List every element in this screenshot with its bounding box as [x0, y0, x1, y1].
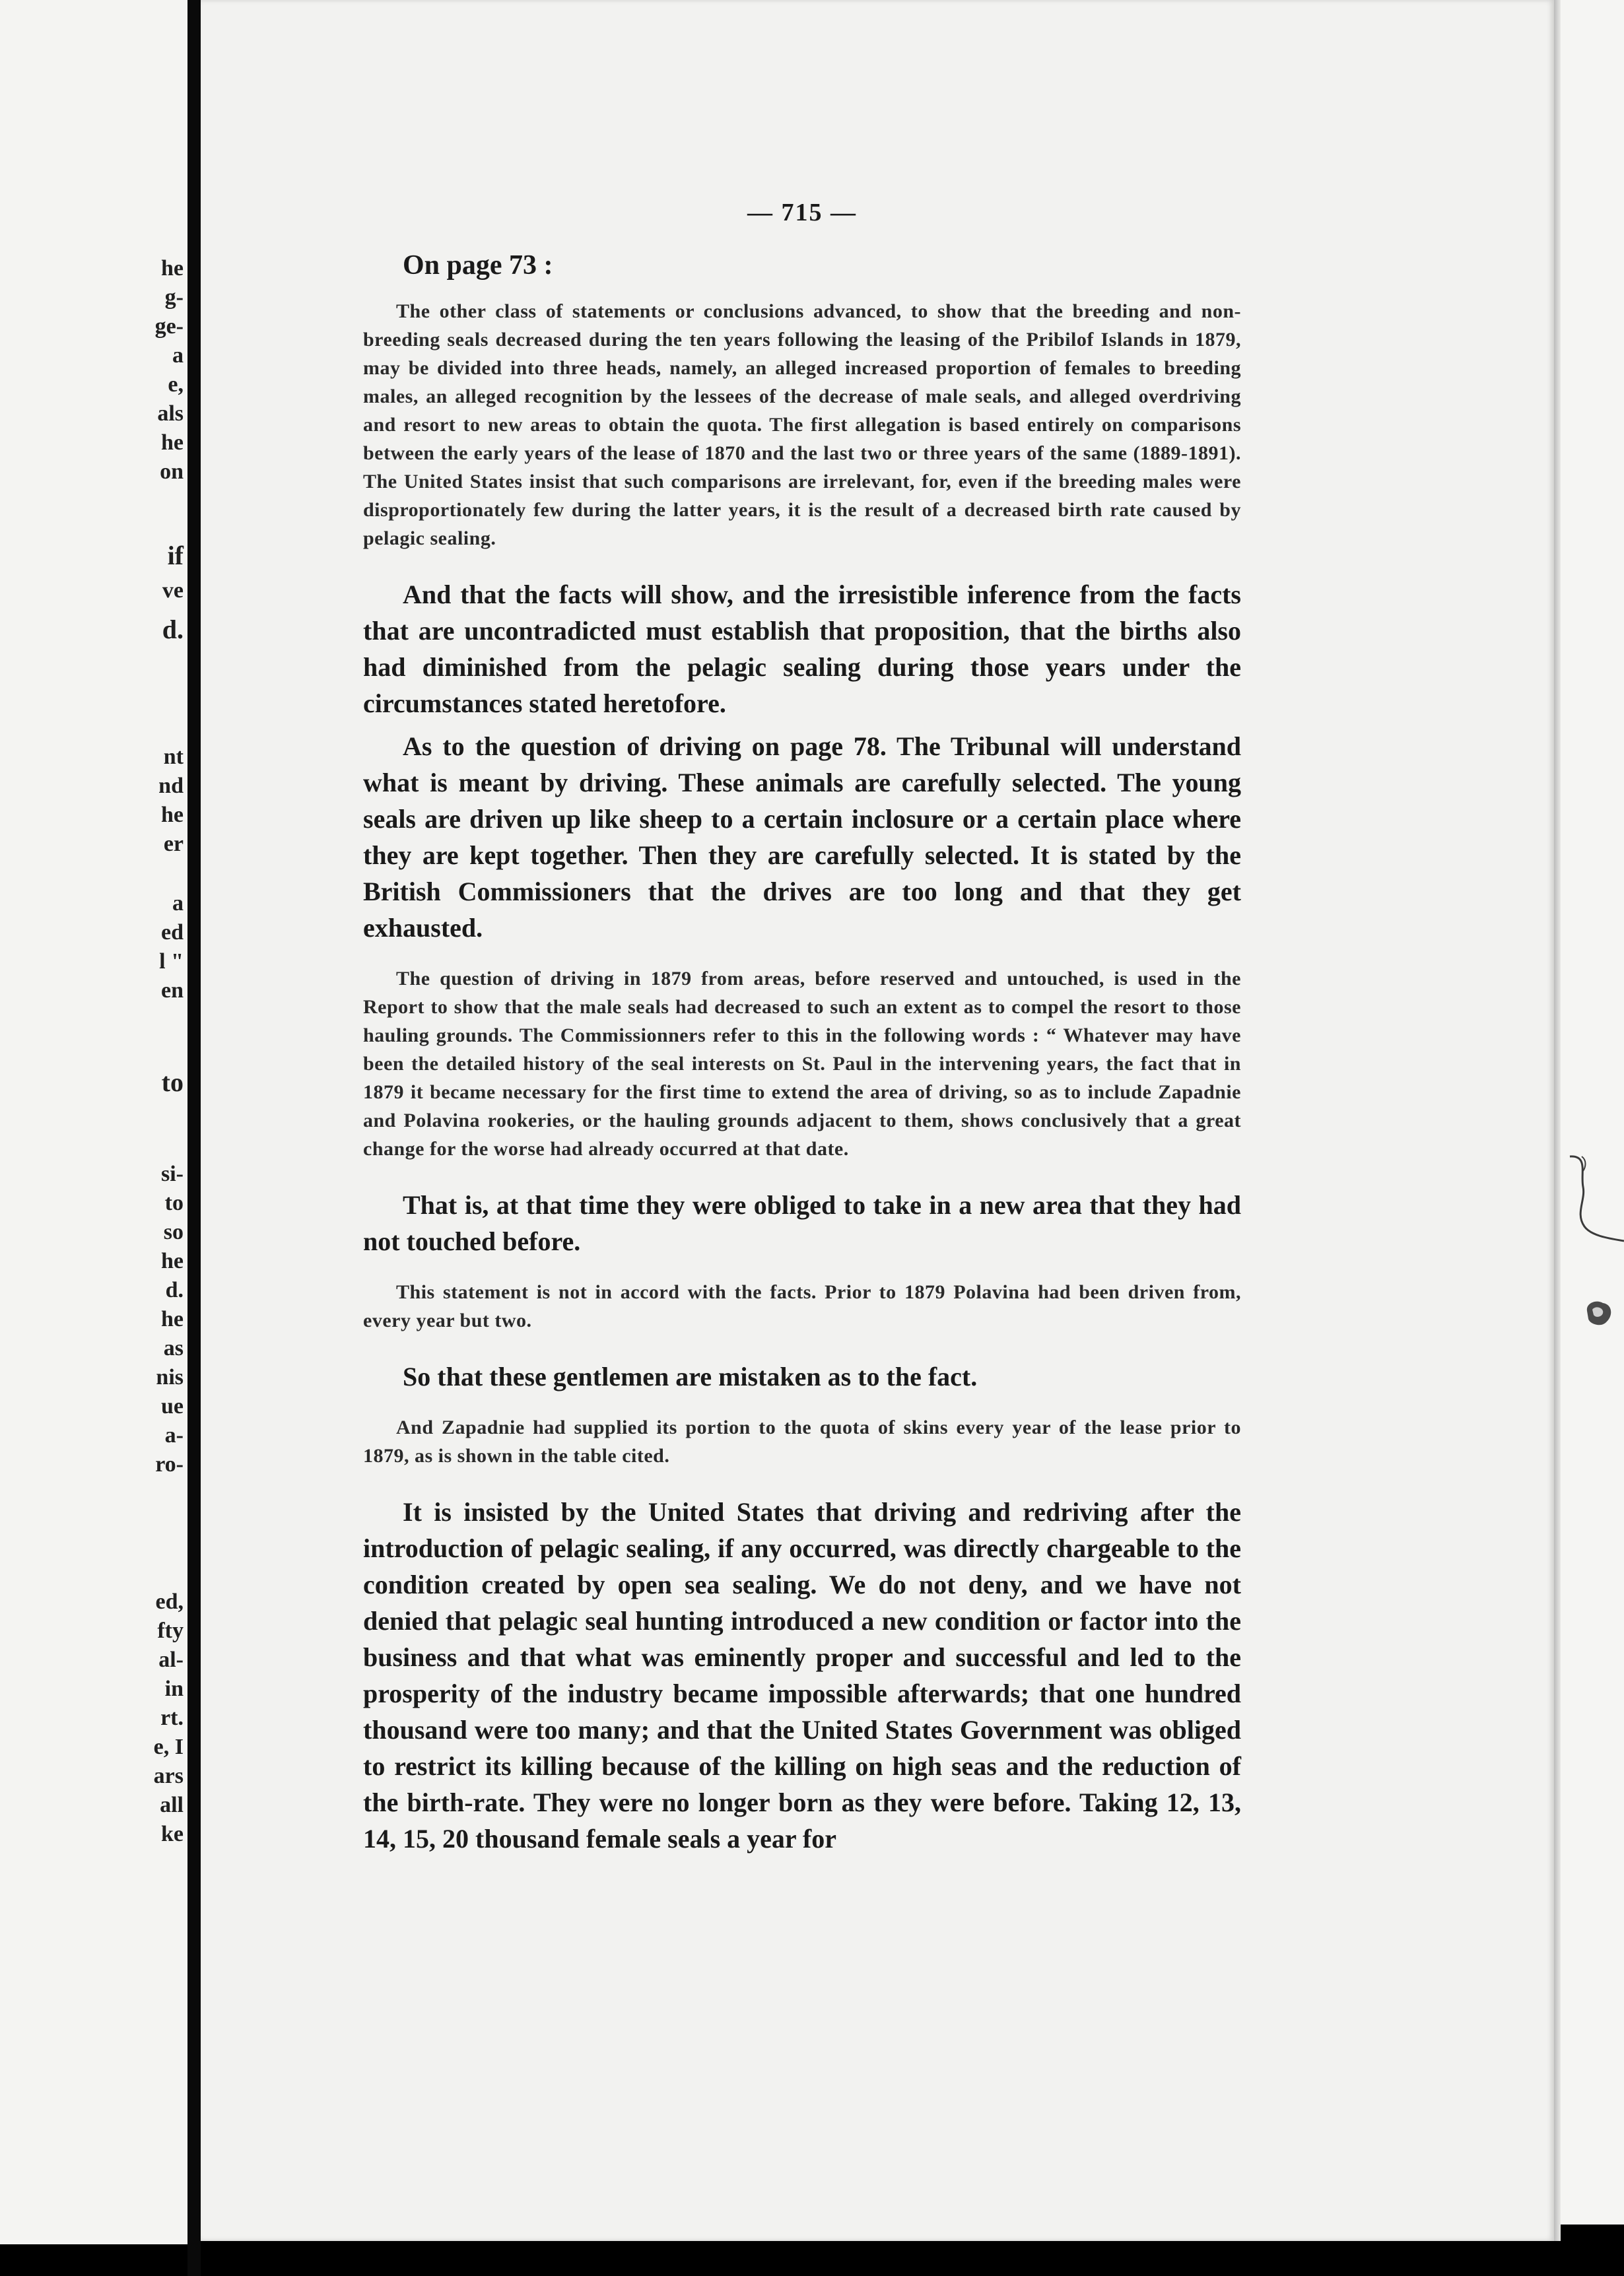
speech-paragraph: That is, at that time they were obliged to take in a new area that they had not touched before.	[363, 1190, 1241, 1256]
page-content	[363, 198, 1241, 1875]
left-page-fragment: l "	[159, 949, 184, 974]
left-page-fragment: d.	[162, 615, 184, 644]
left-page-fragment: ars	[153, 1764, 184, 1788]
book-gutter	[187, 0, 201, 2276]
speech-paragraph: And that the facts will show, and the irresistible inference from the facts that are uncontradicted must establish that proposition, that the births also had diminished from the pelagic sealing during those years under the circumstances stated heretofore.	[363, 580, 1241, 718]
bookmark-string	[1569, 1154, 1624, 1246]
left-page-fragment: in	[164, 1677, 184, 1701]
left-page-fragment: er	[163, 832, 184, 856]
left-page-fragment: a-	[164, 1423, 184, 1448]
left-page-fragment: he	[161, 1307, 184, 1331]
speech-paragraph: It is insisted by the United States that driving and redriving after the introduction of pelagic sealing, if any occurred, was directly chargeable to the condition created by open sea sealing. We do not deny, and we have not denied that pelagic seal hunting introduced a new condition or factor into the business and that what was eminently proper and successful and led to the prosperity of the industry became impossible afterwards; that one hundred thousand were too many; and that the United States Government was obliged to restrict its killing because of the killing on high seas and the reduction of the birth-rate. They were no longer born as they were before. Taking 12, 13, 14, 15, 20 thousand female seals a year for	[363, 1497, 1241, 1854]
left-page-fragment: he	[161, 803, 184, 827]
left-page-fragment: fty	[157, 1619, 184, 1643]
left-page-fragment: a	[172, 891, 184, 916]
quoted-paragraph: The other class of statements or conclusions advanced, to show that the breeding and non-breeding seals decreased during the ten years following the leasing of the Pribilof Islands in 1879, may be divided into three heads, namely, an alleged increased proportion of females to breeding males, an alleged recognition by the lessees of the decrease of male seals, and alleged overdriving and resort to new areas to obtain the quota. The first allegation is based entirely on comparisons between the early years of the lease of 1870 and the last two or three years of the same (1889-1891). The United States insist that such comparisons are irrelevant, for, even if the breeding males were disproportionately few during the latter years, it is the result of a decreased birth rate caused by pelagic sealing.	[363, 300, 1241, 549]
left-page	[0, 0, 187, 2244]
left-page-fragment: g-	[164, 285, 184, 310]
left-page-fragment: d.	[165, 1278, 184, 1302]
right-page-sliver	[1561, 0, 1624, 2225]
quoted-paragraph: The question of driving in 1879 from areas, before reserved and untouched, is used in the Report to show that the male seals had decreased to such an extent as to compel the resort to those hauling grounds. The Commissionners refer to this in the following words : “ Whatever may have been the detailed history of the seal interests on St. Paul in the intervening years, the fact that in 1879 it became necessary for the first time to extend the area of driving, so as to include Zapadnie and Polavina rookeries, or the hauling grounds adjacent to them, shows conclusively that a great change for the worse had already occurred at that date.	[363, 968, 1241, 1160]
paper-speck	[1583, 1298, 1615, 1328]
left-page-fragment: si-	[161, 1162, 184, 1186]
quoted-paragraph: And Zapadnie had supplied its portion to the quota of skins every year of the lease prior to 1879, as is shown in the table cited.	[363, 1417, 1241, 1467]
left-page-fragment: if	[167, 541, 184, 570]
left-page-fragment: ue	[161, 1394, 184, 1419]
left-page-fragment: nd	[158, 774, 184, 798]
left-page-fragment: he	[161, 256, 184, 281]
left-page-fragment: en	[161, 978, 184, 1003]
left-page-fragment: so	[163, 1220, 184, 1244]
left-page-fragment: rt.	[160, 1706, 184, 1730]
left-page-fragment: ke	[161, 1822, 184, 1846]
left-page-fragment: he	[161, 1249, 184, 1273]
left-page-text-fragments	[0, 0, 184, 2244]
left-page-fragment: on	[160, 459, 184, 484]
left-page-fragment: als	[157, 401, 184, 426]
section-heading: On page 73 :	[403, 250, 553, 281]
left-page-fragment: ed,	[155, 1590, 184, 1614]
speech-paragraph: As to the question of driving on page 78. The Tribunal will understand what is meant by driving. These animals are carefully selected. The young seals are driven up like sheep to a certain inclosure or a certain place where they are kept together. Then they are carefully selected. It is stated by the British Commissioners that the drives are too long and that they get exhausted.	[363, 731, 1241, 943]
left-page-fragment: ve	[162, 578, 184, 603]
page-number: — 715 —	[747, 199, 857, 226]
left-page-fragment: e, I	[153, 1735, 184, 1759]
quoted-paragraph: This statement is not in accord with the facts. Prior to 1879 Polavina had been driven from, every year but two.	[363, 1281, 1241, 1331]
bottom-shadow	[1554, 2241, 1624, 2276]
left-page-fragment: e,	[168, 372, 184, 397]
speech-paragraph: So that these gentlemen are mistaken as to the fact.	[403, 1362, 978, 1391]
left-page-fragment: ge-	[154, 314, 184, 339]
left-page-fragment: al-	[158, 1648, 184, 1672]
left-page-fragment: nis	[156, 1365, 184, 1389]
left-page-fragment: nt	[163, 745, 184, 769]
left-page-fragment: to	[164, 1191, 184, 1215]
left-page-fragment: as	[163, 1336, 184, 1360]
left-page-fragment: a	[172, 343, 184, 368]
left-page-fragment: ed	[161, 920, 184, 945]
left-page-fragment: all	[160, 1793, 184, 1817]
left-page-fragment: ro-	[155, 1452, 184, 1477]
text-blocks	[363, 297, 1241, 1857]
page-edge	[1554, 0, 1561, 2241]
left-page-fragment: he	[161, 430, 184, 455]
left-page-fragment: to	[161, 1067, 184, 1097]
